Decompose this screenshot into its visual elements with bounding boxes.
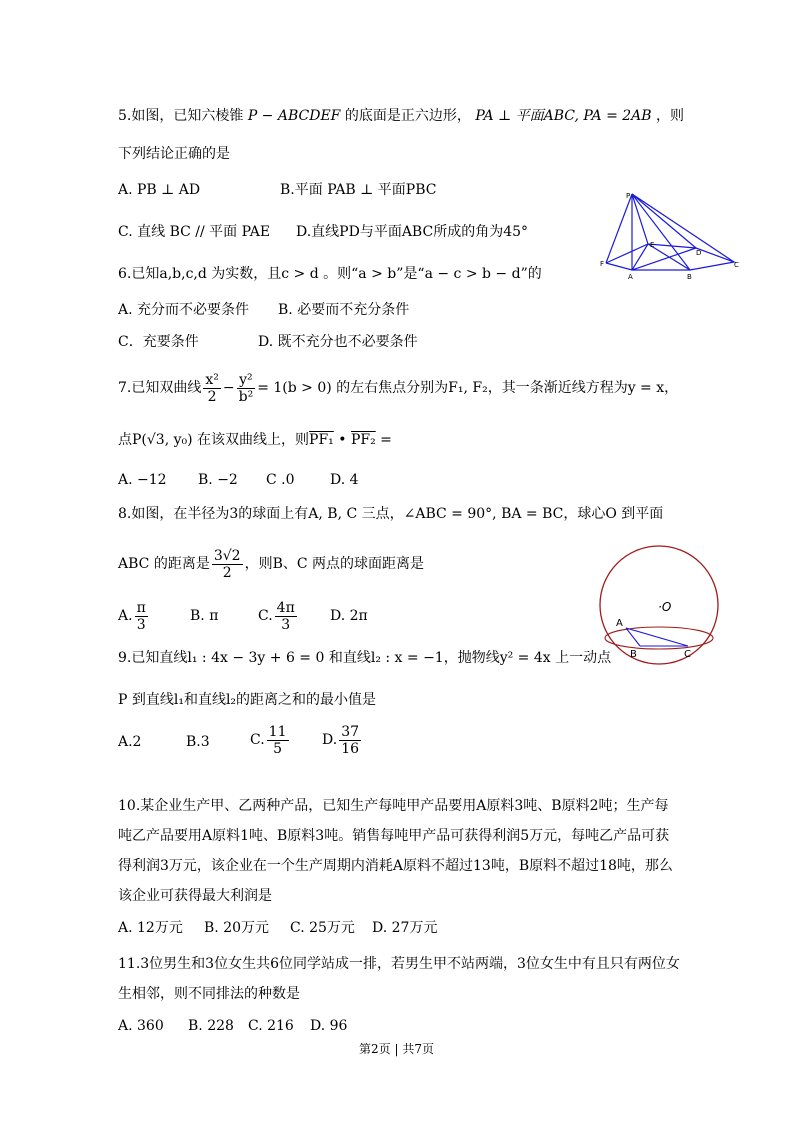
q10-line4: 该企业可获得最大利润是 — [118, 888, 272, 904]
q5-option-a: A. PB ⊥ AD — [118, 182, 201, 198]
q8-stem-line2-a: ABC 的距离是 — [118, 556, 210, 572]
q10-line1: 10.某企业生产甲、乙两种产品，已知生产每吨甲产品要用A原料3吨、B原料2吨；生产每 — [118, 798, 669, 814]
q5-label-d: D — [696, 249, 702, 257]
q8-option-c-label: C. — [258, 608, 273, 624]
q8-option-c — [258, 598, 299, 634]
q7-frac-x-num: x² — [205, 371, 219, 388]
q7-frac-x — [203, 372, 221, 405]
q5-stem-line2: 下列结论正确的是 — [118, 146, 230, 162]
q5-option-d: D.直线PD与平面ABC所成的角为45° — [296, 224, 529, 240]
q7-stem-line2 — [118, 430, 392, 450]
q8-label-c: C — [684, 649, 691, 660]
q6-option-a: A. 充分而不必要条件 — [118, 302, 250, 318]
q7-frac-x-den: 2 — [207, 388, 217, 405]
q8-label-o: ·O — [658, 600, 672, 614]
q11-option-d: D. 96 — [310, 1018, 348, 1034]
q7-stem-a: 7.已知双曲线 — [118, 380, 202, 396]
q8-option-a-label: A. — [118, 608, 133, 624]
q9-option-c — [250, 722, 291, 758]
q8-stem-line2 — [118, 544, 424, 584]
q10-option-a: A. 12万元 — [118, 920, 183, 936]
q7-stem-line2-a: 点P(√3, y₀) 在该双曲线上，则 — [118, 432, 310, 448]
q9-option-b: B.3 — [186, 734, 210, 750]
q9-option-c-frac — [267, 724, 289, 757]
q7-option-a: A. −12 — [118, 472, 167, 488]
q9-option-c-den: 5 — [273, 740, 283, 757]
q8-option-a-den: 3 — [136, 616, 146, 633]
q5-stem-b: 的底面是正六边形， — [344, 108, 471, 124]
q7-frac-y — [237, 372, 256, 405]
q8-sphere-figure — [598, 544, 722, 668]
q7-equals: = — [375, 432, 392, 448]
q7-frac-y-num: y² — [237, 372, 256, 389]
q9-option-d-frac — [339, 724, 361, 757]
q9-option-d — [322, 722, 363, 758]
q11-option-a: A. 360 — [118, 1018, 164, 1034]
q5-label-a: A — [628, 273, 633, 281]
q7-stem-line1 — [118, 370, 678, 406]
q10-option-d: D. 27万元 — [372, 920, 438, 936]
q6-option-c: C．充要条件 — [118, 334, 199, 350]
q8-option-c-frac — [275, 600, 297, 633]
q11-option-b: B. 228 — [188, 1018, 234, 1034]
q7-option-b: B. −2 — [198, 472, 238, 488]
q6-stem: 6.已知a,b,c,d 为实数，且c > d 。则“a > b”是“a − c > b − d”的 — [118, 266, 542, 282]
q8-label-a: A — [616, 618, 623, 629]
q7-frac-y-den: b² — [238, 388, 254, 405]
q8-option-c-den: 3 — [281, 616, 291, 633]
q9-option-d-num: 37 — [341, 723, 360, 740]
q5-label-p: P — [626, 192, 631, 200]
q5-label-e: E — [650, 241, 655, 249]
q6-option-d: D. 既不充分也不必要条件 — [258, 334, 418, 350]
q10-line2: 吨乙产品要用A原料1吨、B原料3吨。销售每吨甲产品可获得利润5万元，每吨乙产品可获 — [118, 828, 670, 844]
q5-pyramid-figure — [598, 188, 748, 284]
q9-option-c-label: C. — [250, 732, 265, 748]
q8-option-b: B. π — [190, 608, 219, 624]
q8-frac-num: 3√2 — [213, 547, 241, 564]
q8-option-a-frac — [135, 600, 148, 633]
q8-label-b: B — [630, 649, 637, 660]
q7-vector-pf2: PF₂ — [350, 432, 376, 448]
q5-expr-perp: PA ⊥ 平面ABC, PA = 2AB — [475, 108, 652, 124]
q7-option-c: C .0 — [266, 472, 295, 488]
q9-stem-line2: P 到直线l₁和直线l₂的距离之和的最小值是 — [118, 692, 377, 708]
q5-option-c: C. 直线 BC // 平面 PAE — [118, 224, 271, 240]
q8-stem-line1: 8.如图，在半径为3的球面上有A, B, C 三点，∠ABC = 90°, BA = BC，球心O 到平面 — [118, 506, 664, 522]
q5-option-b: B.平面 PAB ⊥ 平面PBC — [280, 182, 437, 198]
page-footer: 第2页 | 共7页 — [359, 1042, 434, 1056]
q10-option-c: C. 25万元 — [290, 920, 355, 936]
q5-stem-line1 — [118, 106, 684, 126]
q8-option-d: D. 2π — [330, 608, 368, 624]
q8-stem-line2-b: ，则B、C 两点的球面距离是 — [244, 556, 425, 572]
q10-option-b: B. 20万元 — [204, 920, 270, 936]
q5-stem-a: 5.如图，已知六棱锥 — [118, 108, 244, 124]
q9-option-d-label: D. — [322, 732, 338, 748]
q7-stem-b: = 1(b > 0) 的左右焦点分别为F₁, F₂，其一条渐近线方程为y = x， — [257, 380, 679, 396]
q5-expr-pyramid: P − ABCDEF — [247, 108, 341, 124]
q7-vector-pf1: PF₁ — [309, 432, 334, 448]
q5-label-f: F — [600, 260, 605, 268]
q11-option-c: C. 216 — [248, 1018, 294, 1034]
q5-label-c: C — [734, 261, 739, 269]
q9-option-c-num: 11 — [268, 723, 287, 740]
q7-dot: • — [333, 432, 351, 448]
q6-option-b: B. 必要而不充分条件 — [278, 302, 410, 318]
q8-frac-distance — [212, 548, 243, 581]
q5-stem-c: ，则 — [656, 108, 685, 124]
q8-option-c-num: 4π — [276, 599, 295, 616]
q11-line2: 生相邻，则不同排法的种数是 — [118, 986, 300, 1002]
q9-stem-line1: 9.已知直线l₁ : 4x − 3y + 6 = 0 和直线l₂ : x = −1，抛物线y² = 4x 上一动点 — [118, 650, 612, 666]
q5-label-b: B — [687, 273, 692, 281]
q9-option-d-den: 16 — [341, 740, 360, 757]
q11-line1: 11.3位男生和3位女生共6位同学站成一排，若男生甲不站两端，3位女生中有且只有两位女 — [118, 956, 680, 972]
q7-minus: − — [222, 380, 235, 396]
q10-line3: 得利润3万元，该企业在一个生产周期内消耗A原料不超过13吨，B原料不超过18吨，那么 — [118, 858, 673, 874]
q7-option-d: D. 4 — [330, 472, 359, 488]
q9-option-a: A.2 — [118, 734, 142, 750]
q8-option-a — [118, 598, 150, 634]
q8-option-a-num: π — [136, 599, 146, 616]
q8-frac-den: 2 — [222, 564, 232, 581]
